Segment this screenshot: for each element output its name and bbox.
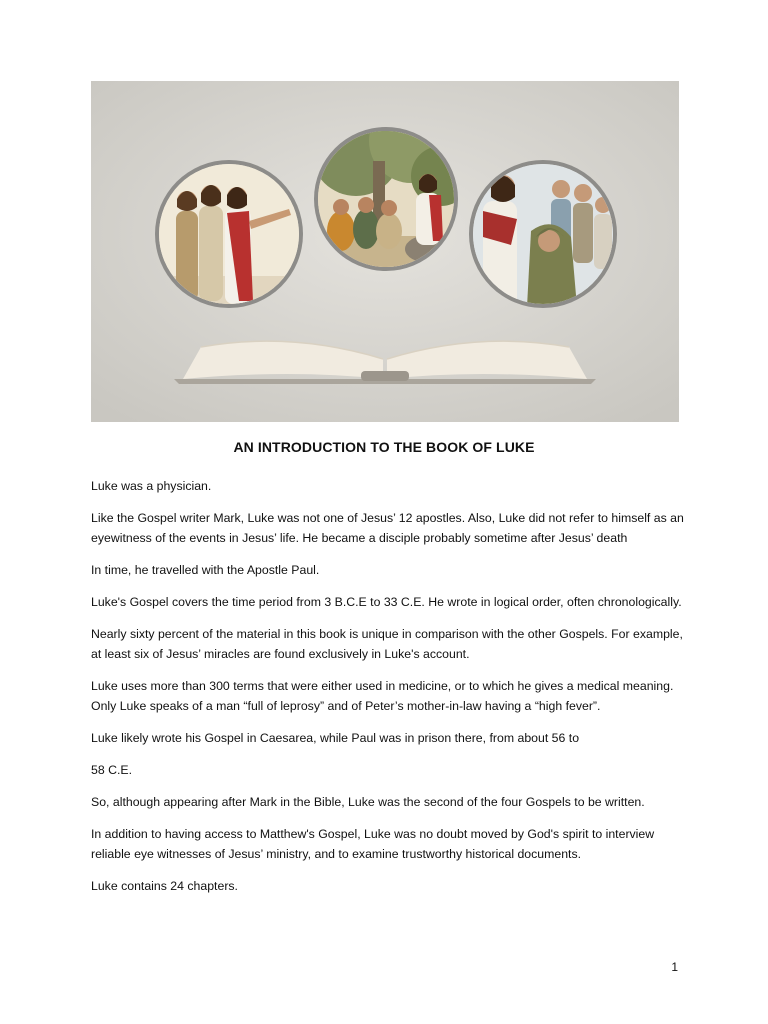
paragraph-medical-terms: Luke uses more than 300 terms that were either used in medicine, or to which he gives a medical meaning. Only Luke speaks of a man “full of leprosy” and of Peter’s mother-in-law having a “high fever”. <box>91 679 674 713</box>
document-title: AN INTRODUCTION TO THE BOOK OF LUKE <box>233 439 535 455</box>
paragraph-physician: Luke was a physician. <box>91 479 212 493</box>
paragraph-travelled-paul: In time, he travelled with the Apostle Paul. <box>91 563 320 577</box>
page-number: 1 <box>671 960 678 974</box>
paragraph-witnesses: In addition to having access to Matthew's Gospel, Luke was no doubt moved by God's spirit to interview reliable eye witnesses of Jesus’ ministry, and to examine trustworthy historical documents. <box>91 827 655 861</box>
paragraph-second-gospel: So, although appearing after Mark in the Bible, Luke was the second of the four Gospels to be written. <box>91 795 645 809</box>
document-body <box>91 476 691 908</box>
illustration-svg <box>91 81 679 422</box>
paragraph-caesarea: Luke likely wrote his Gospel in Caesarea, while Paul was in prison there, from about 56 to <box>91 731 580 745</box>
paragraph-year-continuation: 58 C.E. <box>91 763 133 777</box>
hero-illustration <box>91 81 679 422</box>
paragraph-unique-material: Nearly sixty percent of the material in this book is unique in comparison with the other Gospels. For example, at least six of Jesus’ miracles are found exclusively in Luke's account. <box>91 627 683 661</box>
paragraph-chapters: Luke contains 24 chapters. <box>91 879 238 893</box>
paragraph-not-apostle: Like the Gospel writer Mark, Luke was not one of Jesus’ 12 apostles. Also, Luke did not refer to himself as an eyewitness of the events in Jesus’ life. He became a disciple probably sometime after Jesus’ death <box>91 511 684 545</box>
paragraph-time-period: Luke's Gospel covers the time period from 3 B.C.E to 33 C.E. He wrote in logical order, often chronologically. <box>91 595 682 609</box>
